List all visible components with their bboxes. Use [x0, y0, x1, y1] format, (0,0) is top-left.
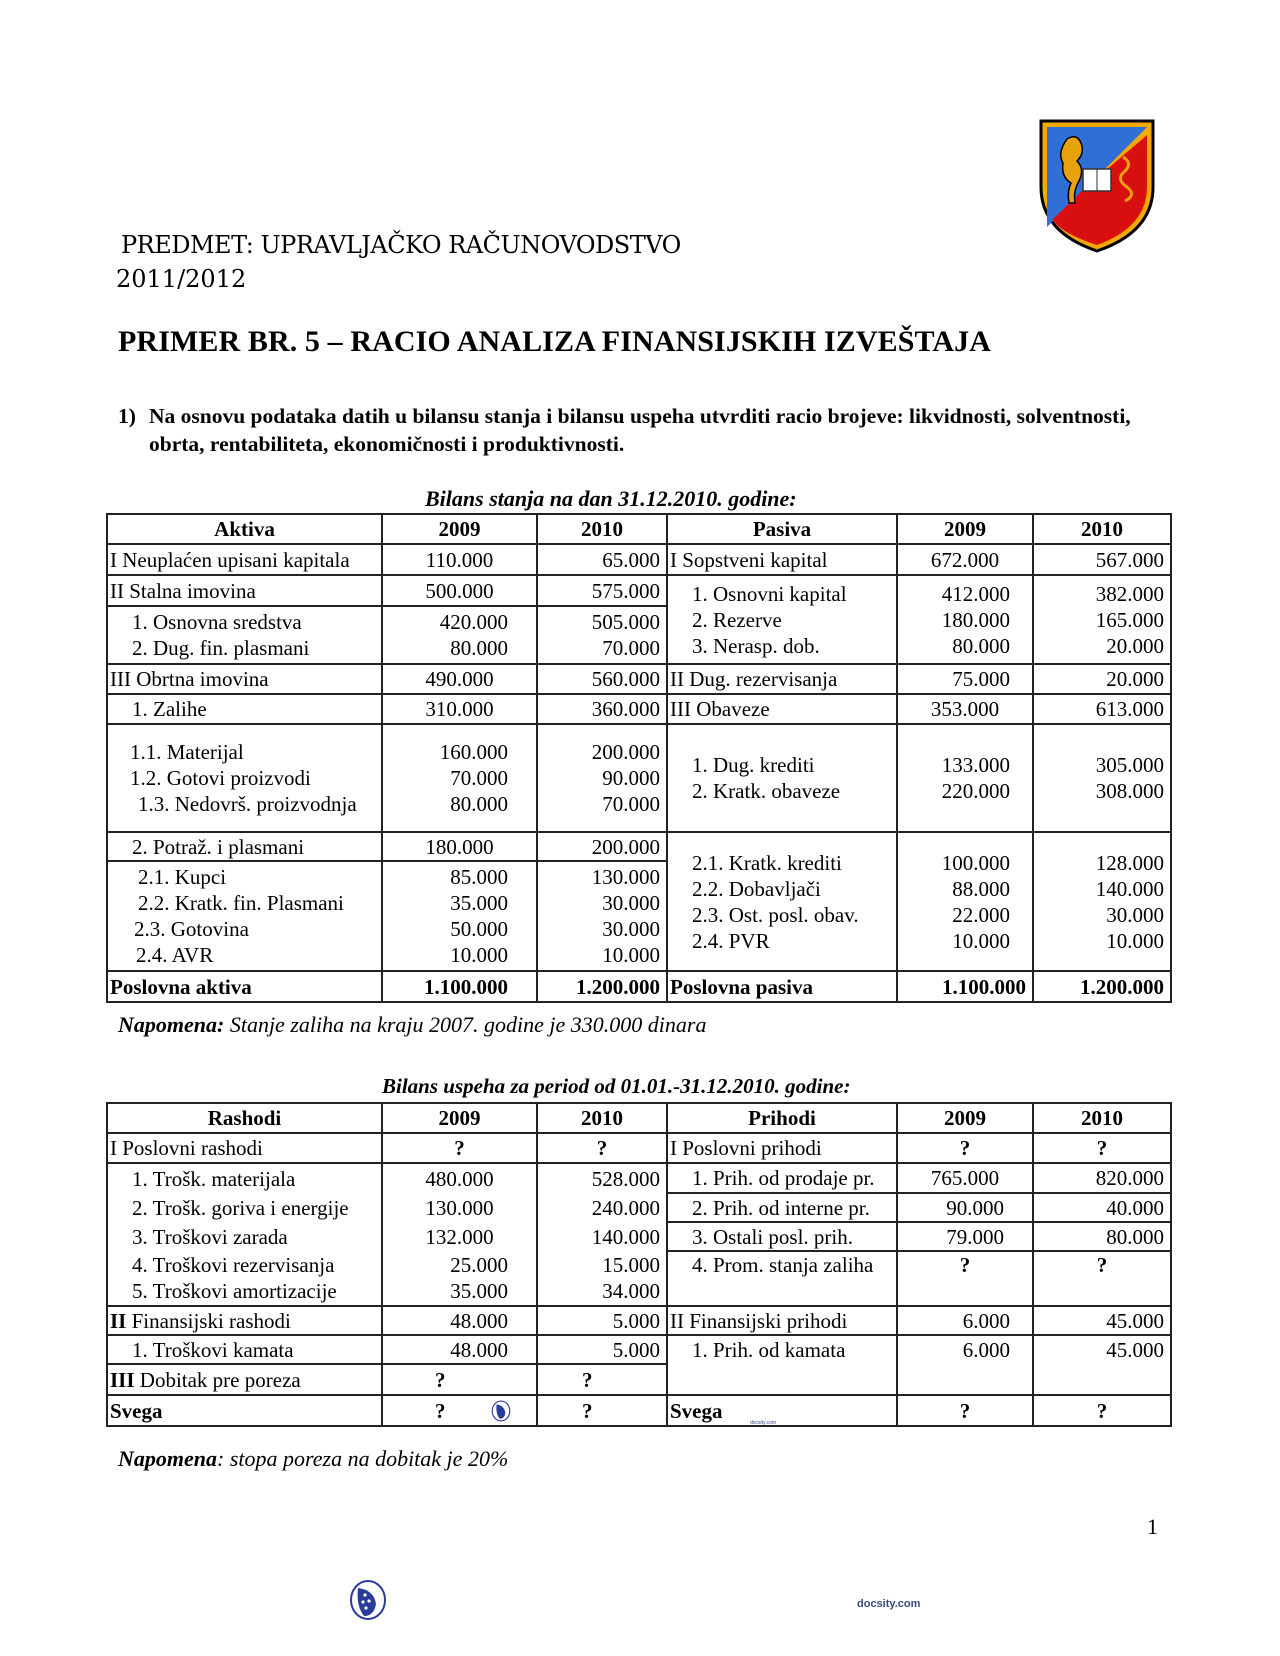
cell-value: 70.000 [450, 766, 508, 790]
cell-value: 613.000 [1033, 694, 1171, 724]
cell-value: 575.000 [537, 575, 667, 606]
row-label: III Obrtna imovina [107, 664, 382, 694]
row-label: 2.1. Kupci [138, 865, 227, 889]
table-header-row [107, 514, 1171, 544]
cell-value: 130.000 [591, 865, 660, 889]
cell-value-group [537, 606, 667, 664]
cell-value: ? [537, 1133, 667, 1163]
cell-value-group [897, 832, 1033, 971]
row-label: 2.3. Ost. posl. obav. [692, 902, 859, 927]
row-label: I Neuplaćen upisani kapitala [107, 544, 382, 575]
row-label: 2. Dug. fin. plasmani [132, 636, 310, 660]
cell-value-group [537, 861, 667, 971]
cell-value: ? [897, 1133, 1033, 1163]
cell-value: 22.000 [952, 902, 1010, 927]
row-label: Poslovna aktiva [107, 971, 382, 1002]
cell-value: 45.000 [1033, 1335, 1171, 1395]
cell-value: 240.000 [537, 1193, 667, 1222]
cell-value: 30.000 [602, 917, 660, 941]
docsity-watermark-icon [490, 1400, 512, 1422]
cell-value: 15.000 [602, 1253, 660, 1277]
cell-value: 20.000 [1106, 633, 1164, 658]
row-label: 1. Troškovi kamata [107, 1335, 382, 1364]
row-label: 1. Prih. od kamata [667, 1335, 897, 1395]
table-row [107, 694, 1171, 724]
row-label-text: Dobitak pre poreza [134, 1367, 301, 1392]
cell-value: 35.000 [450, 1279, 508, 1303]
cell-value: 1.100.000 [382, 971, 537, 1002]
row-label: I Sopstveni kapital [667, 544, 897, 575]
row-label-group [107, 1251, 382, 1306]
row-label-group [667, 724, 897, 832]
cell-value-group [382, 724, 537, 832]
table-row [107, 1193, 1171, 1222]
column-header: 2010 [537, 1103, 667, 1133]
cell-value-group [382, 606, 537, 664]
cell-value: 1.200.000 [1033, 971, 1171, 1002]
income-statement-note [118, 1446, 508, 1472]
row-label: I Poslovni rashodi [107, 1133, 382, 1163]
row-label: 3. Troškovi zarada [107, 1222, 382, 1251]
cell-value: 50.000 [450, 917, 508, 941]
note-text: Stanje zaliha na kraju 2007. godine je 330.000 dinara [224, 1012, 707, 1037]
row-label: 4. Prom. stanja zaliha [667, 1251, 897, 1306]
cell-value-group [537, 1251, 667, 1306]
row-label: 2. Potraž. i plasmani [107, 832, 382, 861]
cell-value: 110.000 [382, 544, 537, 575]
cell-value: 88.000 [952, 876, 1010, 901]
cell-value: 30.000 [1106, 902, 1164, 927]
cell-value: ? [382, 1364, 537, 1395]
page-title: PRIMER BR. 5 – RACIO ANALIZA FINANSIJSKIH IZVEŠTAJA [118, 325, 992, 358]
cell-value: 70.000 [602, 792, 660, 816]
row-label: 2. Kratk. obaveze [692, 779, 841, 803]
cell-value: 10.000 [602, 943, 660, 967]
income-statement-caption: Bilans uspeha za period od 01.01.-31.12.2010. godine: [382, 1074, 851, 1098]
cell-value: 10.000 [952, 928, 1010, 953]
cell-value: 353.000 [897, 694, 1033, 724]
docsity-watermark-text: docsity.com [857, 1598, 921, 1610]
cell-value: 420.000 [439, 610, 508, 634]
row-label: III Obaveze [667, 694, 897, 724]
cell-value: 382.000 [1095, 581, 1164, 606]
row-label: 1. Prih. od prodaje pr. [667, 1163, 897, 1193]
row-label: 1. Trošk. materijala [107, 1163, 382, 1193]
cell-value: 48.000 [382, 1335, 537, 1364]
row-label: 2.2. Kratk. fin. Plasmani [138, 891, 344, 915]
cell-value: 310.000 [382, 694, 537, 724]
column-header: Aktiva [107, 514, 382, 544]
row-label-group [667, 575, 897, 664]
row-label: 1. Osnovni kapital [692, 581, 847, 606]
school-year: 2011/2012 [116, 265, 247, 293]
row-label: II Finansijski prihodi [667, 1306, 897, 1335]
docsity-logo-icon [348, 1580, 388, 1620]
row-label: 2. Prih. od interne pr. [667, 1193, 897, 1222]
docsity-watermark-small-text: docsity.com [750, 1420, 777, 1426]
cell-value: 75.000 [897, 664, 1033, 694]
balance-sheet-caption: Bilans stanja na dan 31.12.2010. godine: [425, 486, 797, 511]
row-label: Poslovna pasiva [667, 971, 897, 1002]
cell-value: 100.000 [941, 850, 1010, 875]
row-label: 2.4. AVR [136, 943, 214, 967]
cell-value: 412.000 [941, 581, 1010, 606]
row-label: Svega [667, 1395, 897, 1426]
row-label: 1.3. Nedovrš. proizvodnja [138, 792, 357, 816]
row-label: 2. Trošk. goriva i energije [107, 1193, 382, 1222]
cell-value: 80.000 [450, 792, 508, 816]
cell-value: 490.000 [382, 664, 537, 694]
cell-value: 180.000 [941, 607, 1010, 632]
table-row [107, 575, 1171, 606]
row-label-group [107, 606, 382, 664]
row-label-group [107, 724, 382, 832]
cell-value: 40.000 [1033, 1193, 1171, 1222]
table-row [107, 724, 1171, 832]
column-header: Rashodi [107, 1103, 382, 1133]
row-label: 2. Rezerve [692, 607, 782, 632]
cell-value: 5.000 [537, 1306, 667, 1335]
cell-value: 34.000 [602, 1279, 660, 1303]
cell-value: ? [1033, 1395, 1171, 1426]
row-label: I Poslovni prihodi [667, 1133, 897, 1163]
cell-value: ? [537, 1364, 667, 1395]
income-statement-table [106, 1102, 1172, 1427]
cell-value: 5.000 [537, 1335, 667, 1364]
task-number: 1) [118, 404, 136, 428]
cell-value: 10.000 [1106, 928, 1164, 953]
note-label: Napomena [118, 1446, 217, 1471]
cell-value: 90.000 [897, 1193, 1033, 1222]
cell-value: 480.000 [382, 1163, 537, 1193]
row-label: 3. Nerasp. dob. [692, 633, 820, 658]
cell-value: 200.000 [591, 740, 660, 764]
cell-value: 35.000 [450, 891, 508, 915]
note-text: : stopa poreza na dobitak je 20% [217, 1446, 509, 1471]
table-row [107, 544, 1171, 575]
row-label: 1.2. Gotovi proizvodi [130, 766, 311, 790]
cell-value-group [1033, 724, 1171, 832]
table-row [107, 1163, 1171, 1193]
cell-value-group [897, 724, 1033, 832]
cell-value: 65.000 [537, 544, 667, 575]
cell-value: 80.000 [952, 633, 1010, 658]
university-crest-icon [1037, 117, 1157, 255]
cell-value: 505.000 [591, 610, 660, 634]
cell-value: 820.000 [1033, 1163, 1171, 1193]
cell-value: 45.000 [1033, 1306, 1171, 1335]
cell-value: 160.000 [439, 740, 508, 764]
cell-value: 165.000 [1095, 607, 1164, 632]
column-header: Pasiva [667, 514, 897, 544]
row-label: 3. Ostali posl. prih. [667, 1222, 897, 1251]
cell-value: 500.000 [382, 575, 537, 606]
table-row [107, 1335, 1171, 1364]
row-label: Svega [107, 1395, 382, 1426]
total-row [107, 1395, 1171, 1426]
cell-value: 200.000 [537, 832, 667, 861]
cell-value: 360.000 [537, 694, 667, 724]
row-label: 2.4. PVR [692, 928, 770, 953]
cell-value: 30.000 [602, 891, 660, 915]
row-label: 2.1. Kratk. krediti [692, 850, 842, 875]
cell-value: 140.000 [537, 1222, 667, 1251]
cell-value: 1.200.000 [537, 971, 667, 1002]
cell-value: 672.000 [897, 544, 1033, 575]
cell-value: 6.000 [897, 1335, 1033, 1395]
row-label: II Stalna imovina [107, 575, 382, 606]
cell-value-group [897, 575, 1033, 664]
cell-value: 80.000 [450, 636, 508, 660]
cell-value: 80.000 [1033, 1222, 1171, 1251]
column-header: 2010 [537, 514, 667, 544]
cell-value: ? [897, 1251, 1033, 1306]
row-label: 5. Troškovi amortizacije [132, 1279, 337, 1303]
row-label: II Dug. rezervisanja [667, 664, 897, 694]
cell-value: 90.000 [602, 766, 660, 790]
cell-value: 85.000 [450, 865, 508, 889]
course-subject: PREDMET: UPRAVLJAČKO RAČUNOVODSTVO [121, 231, 681, 259]
row-label: 1. Dug. krediti [692, 753, 815, 777]
roman-numeral: III [110, 1367, 135, 1392]
row-label: 1. Zalihe [107, 694, 382, 724]
cell-value: 528.000 [537, 1163, 667, 1193]
row-label: 1.1. Materijal [130, 740, 244, 764]
table-header-row [107, 1103, 1171, 1133]
cell-value: ? [1033, 1133, 1171, 1163]
row-label: 2.2. Dobavljači [692, 876, 821, 901]
row-label [107, 1364, 382, 1395]
cell-value: 1.100.000 [897, 971, 1033, 1002]
cell-value-group [1033, 832, 1171, 971]
cell-value: 48.000 [382, 1306, 537, 1335]
balance-sheet-note [118, 1012, 706, 1038]
task-text: Na osnovu podataka datih u bilansu stanja i bilansu uspeha utvrditi racio brojeve: likvidnosti, solventnosti, obrta, rentabiliteta, ekonomičnosti i produktivnosti. [149, 404, 1131, 456]
column-header: Prihodi [667, 1103, 897, 1133]
row-label: 4. Troškovi rezervisanja [132, 1253, 335, 1277]
column-header: 2009 [897, 1103, 1033, 1133]
table-row [107, 832, 1171, 861]
cell-value: ? [897, 1395, 1033, 1426]
table-row [107, 1306, 1171, 1335]
total-row [107, 971, 1171, 1002]
page-number: 1 [1147, 1514, 1158, 1539]
cell-value: 79.000 [897, 1222, 1033, 1251]
table-row [107, 664, 1171, 694]
cell-value: ? [382, 1395, 537, 1426]
roman-numeral: II [110, 1308, 127, 1333]
cell-value: 10.000 [450, 943, 508, 967]
table-row [107, 1133, 1171, 1163]
row-label-group [667, 832, 897, 971]
cell-value: 567.000 [1033, 544, 1171, 575]
cell-value: 128.000 [1095, 850, 1164, 875]
cell-value: 308.000 [1095, 779, 1164, 803]
cell-value: 130.000 [382, 1193, 537, 1222]
column-header: 2009 [382, 1103, 537, 1133]
cell-value: 180.000 [382, 832, 537, 861]
row-label: 1. Osnovna sredstva [132, 610, 302, 634]
table-row [107, 1222, 1171, 1251]
task-instruction [118, 402, 1178, 458]
note-label: Napomena: [118, 1012, 225, 1037]
cell-value: 765.000 [897, 1163, 1033, 1193]
row-label [107, 1306, 382, 1335]
cell-value: 560.000 [537, 664, 667, 694]
row-label: 2.3. Gotovina [134, 917, 249, 941]
cell-value-group [382, 1251, 537, 1306]
row-label-group [107, 861, 382, 971]
cell-value-group [1033, 575, 1171, 664]
cell-value: 6.000 [897, 1306, 1033, 1335]
cell-value: ? [382, 1133, 537, 1163]
cell-value: 140.000 [1095, 876, 1164, 901]
cell-value: 220.000 [941, 779, 1010, 803]
row-label-text: Finansijski rashodi [126, 1308, 291, 1333]
column-header: 2009 [382, 514, 537, 544]
cell-value-group [537, 724, 667, 832]
column-header: 2009 [897, 514, 1033, 544]
cell-value: 20.000 [1033, 664, 1171, 694]
column-header: 2010 [1033, 514, 1171, 544]
cell-value: 133.000 [941, 753, 1010, 777]
table-row [107, 1251, 1171, 1306]
cell-value: ? [537, 1395, 667, 1426]
cell-value-group [382, 861, 537, 971]
cell-value: 305.000 [1095, 753, 1164, 777]
cell-value: 132.000 [382, 1222, 537, 1251]
balance-sheet-table [106, 513, 1172, 1003]
column-header: 2010 [1033, 1103, 1171, 1133]
cell-value: 70.000 [602, 636, 660, 660]
cell-value: ? [1033, 1251, 1171, 1306]
cell-value: 25.000 [450, 1253, 508, 1277]
